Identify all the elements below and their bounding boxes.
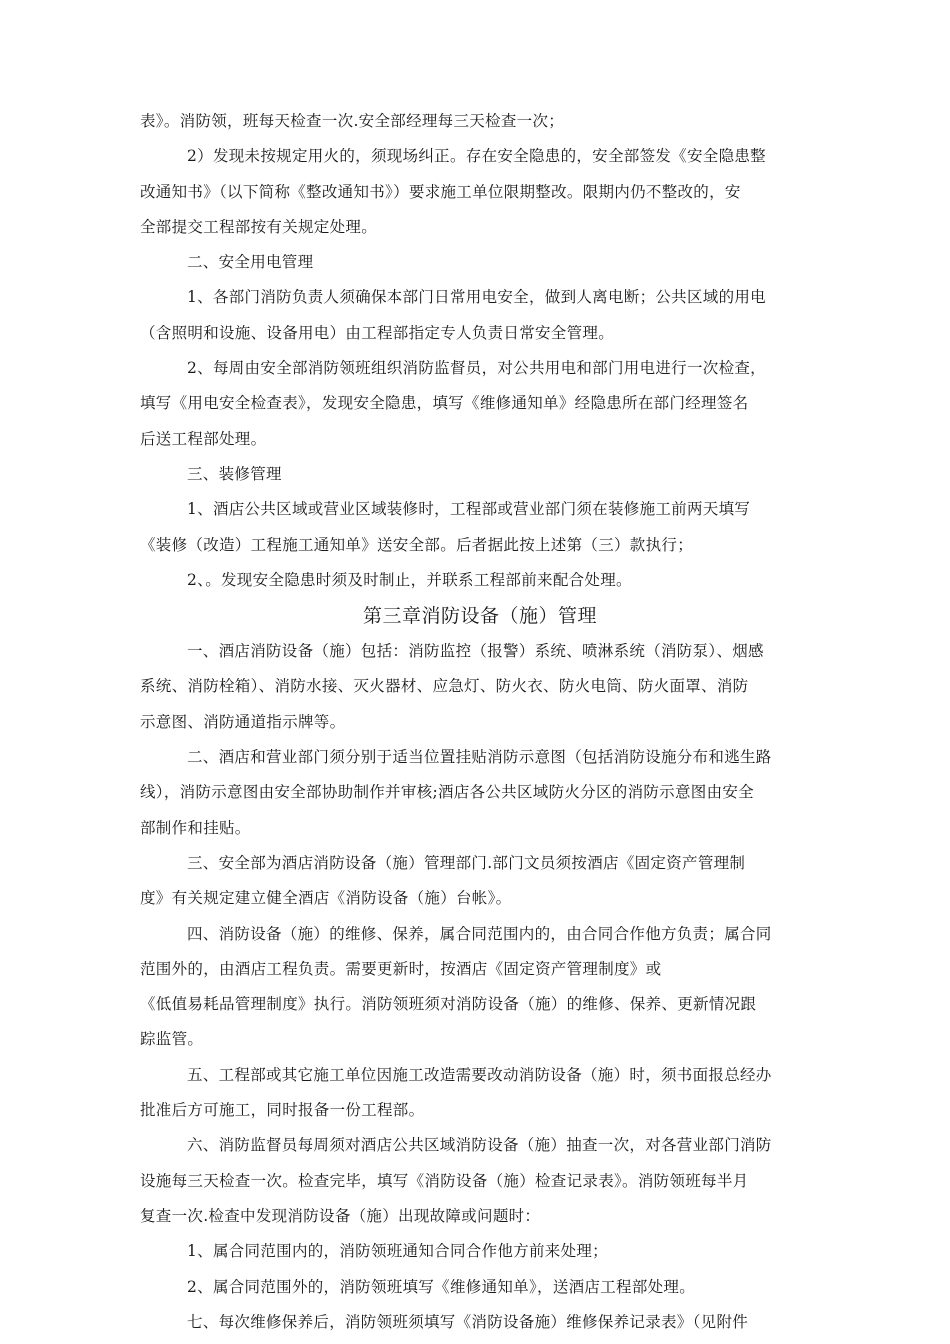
text-line: 改通知书》（以下简称《整改通知书》）要求施工单位限期整改。限期内仍不整改的，安 <box>140 182 741 201</box>
text-line: （含照明和设施、设备用电）由工程部指定专人负责日常安全管理。 <box>140 323 615 342</box>
text-line: 度》有关规定建立健全酒店《消防设备（施）台帐》。 <box>140 889 512 908</box>
chapter-title: 第三章消防设备（施）管理 <box>362 605 597 628</box>
text-line: 范围外的，由酒店工程负责。需要更新时，按酒店《固定资产管理制度》或 <box>140 959 662 978</box>
text-line: 复查一次.检查中发现消防设备（施）出现故障或问题时： <box>140 1206 541 1225</box>
text-line: 系统、消防栓箱）、消防水接、灭火器材、应急灯、防火衣、防火电筒、防火面罩、消防 <box>140 677 749 696</box>
text-line: 表》。消防领，班每天检查一次.安全部经理每三天检查一次； <box>140 112 565 130</box>
text-line: 《低值易耗品管理制度》执行。消防领班须对消防设备（施）的维修、保养、更新情况跟 <box>140 995 757 1014</box>
paragraph <box>140 139 820 245</box>
text-line: 全部提交工程部按有关规定处理。 <box>140 217 378 236</box>
paragraph <box>140 351 820 457</box>
text-line: 三、装修管理 <box>187 464 282 483</box>
text-line: 设施每三天检查一次。检查完毕，填写《消防设备（施）检查记录表》。消防领班每半月 <box>140 1171 749 1190</box>
text-line: 2、每周由安全部消防领班组织消防监督员，对公共用电和部门用电进行一次检查， <box>187 359 766 378</box>
text-line: 部制作和挂贴。 <box>140 818 251 837</box>
paragraph <box>140 563 820 598</box>
text-line: 填写《用电安全检查表》，发现安全隐患，填写《维修通知单》经隐患所在部门经理签名 <box>140 394 749 413</box>
document-page <box>140 104 820 1340</box>
paragraph <box>140 917 820 1058</box>
text-line: 1、各部门消防负责人须确保本部门日常用电安全，做到人离电断；公共区域的用电 <box>187 288 766 307</box>
text-line: 2）发现未按规定用火的，须现场纠正。存在安全隐患的，安全部签发《安全隐患整 <box>187 147 766 166</box>
text-line: 2、属合同范围外的，消防领班填写《维修通知单》，送酒店工程部处理。 <box>187 1277 696 1296</box>
text-line: 示意图、消防通道指示牌等。 <box>140 712 346 731</box>
paragraph <box>140 1305 820 1340</box>
text-line: 2、。发现安全隐患时须及时制止，并联系工程部前来配合处理。 <box>187 570 632 589</box>
section-heading <box>140 245 820 280</box>
paragraph <box>140 1058 820 1129</box>
text-line: 后送工程部处理。 <box>140 429 267 448</box>
text-line: 三、安全部为酒店消防设备（施）管理部门.部门文员须按酒店《固定资产管理制 <box>187 853 746 872</box>
paragraph <box>140 492 820 563</box>
text-line: 七、每次维修保养后，消防领班须填写《消防设备施）维修保养记录表》（见附件 <box>187 1312 749 1331</box>
paragraph <box>140 634 820 740</box>
text-line: 四、消防设备（施）的维修、保养，属合同范围内的，由合同合作他方负责；属合同 <box>187 924 772 943</box>
text-line: 二、酒店和营业部门须分别于适当位置挂贴消防示意图（包括消防设施分布和逃生路 <box>187 748 772 767</box>
text-line: 踪监管。 <box>140 1030 204 1049</box>
paragraph <box>140 1128 820 1234</box>
text-line: 《装修（改造）工程施工通知单》送安全部。后者据此按上述第（三）款执行； <box>140 535 694 554</box>
text-line: 六、消防监督员每周须对酒店公共区域消防设备（施）抽查一次，对各营业部门消防 <box>187 1136 772 1155</box>
text-line: 1、酒店公共区域或营业区域装修时，工程部或营业部门须在装修施工前两天填写 <box>187 500 751 519</box>
text-line: 一、酒店消防设备（施）包括：消防监控（报警）系统、喷淋系统（消防泵）、烟感 <box>187 642 764 661</box>
text-line: 批准后方可施工，同时报备一份工程部。 <box>140 1101 425 1120</box>
text-line: 二、安全用电管理 <box>187 253 314 272</box>
paragraph <box>140 740 820 846</box>
text-line: 线），消防示意图由安全部协助制作并审核;酒店各公共区域防火分区的消防示意图由安全 <box>140 783 754 802</box>
paragraph <box>140 1234 820 1269</box>
paragraph <box>140 104 820 139</box>
paragraph <box>140 846 820 917</box>
section-heading <box>140 457 820 492</box>
text-line: 五、工程部或其它施工单位因施工改造需要改动消防设备（施）时，须书面报总经办 <box>187 1065 772 1084</box>
paragraph <box>140 1270 820 1305</box>
text-line: 1、属合同范围内的，消防领班通知合同合作他方前来处理； <box>187 1242 608 1261</box>
paragraph <box>140 280 820 351</box>
